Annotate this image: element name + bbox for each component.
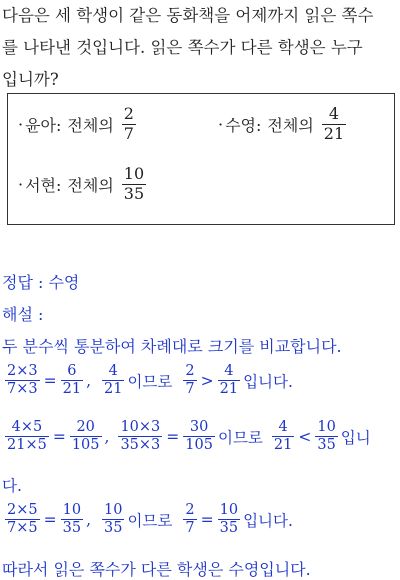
fraction: [5, 364, 40, 397]
numerator: 10: [62, 502, 82, 518]
fraction: [183, 420, 215, 453]
fraction: [61, 364, 83, 397]
math-line-2: [2, 420, 371, 453]
bullet: ·: [18, 114, 24, 134]
question-line: 입니까?: [2, 70, 59, 89]
numerator: 2: [185, 363, 195, 379]
fraction: [70, 420, 102, 453]
question-line: 다음은 세 학생이 같은 동화책을 어제까지 읽은 쪽수: [2, 6, 374, 25]
denominator: 21×5: [7, 437, 47, 454]
answer-label: 정답 : 수영: [2, 273, 80, 292]
denominator: 35: [219, 520, 239, 537]
connector-text: 이므로: [127, 372, 173, 391]
connector-text: 이므로: [127, 511, 173, 530]
denominator: 21: [219, 381, 239, 398]
fraction: [118, 420, 162, 453]
student-info-box: [7, 93, 395, 225]
item-suyeong: [218, 106, 349, 143]
question-text: [2, 0, 398, 96]
item-text: 전체의: [267, 115, 314, 135]
fraction: [5, 503, 40, 536]
bullet: ·: [218, 114, 224, 134]
numerator: 2: [123, 104, 134, 123]
equals-sign: =: [43, 510, 57, 529]
numerator: 10×3: [120, 419, 161, 435]
denominator: 7: [185, 381, 195, 398]
fraction: [183, 364, 196, 397]
fraction: [102, 364, 124, 397]
fraction: [315, 420, 337, 453]
denominator: 105: [185, 437, 213, 454]
numerator: 2: [185, 502, 195, 518]
numerator: 4: [328, 104, 340, 123]
comma: ,: [86, 510, 91, 529]
denominator: 35×3: [120, 437, 161, 454]
comma: ,: [86, 371, 91, 390]
fraction: [122, 166, 146, 203]
numerator: 4: [224, 363, 234, 379]
student-name: 서현:: [25, 175, 62, 195]
fraction: [183, 503, 196, 536]
denominator: 35: [104, 520, 123, 537]
student-name: 수영:: [225, 115, 262, 135]
equals-sign: =: [200, 510, 214, 529]
item-yuna: [18, 106, 139, 143]
comparison-sign: <: [298, 427, 312, 446]
denominator: 7×5: [7, 520, 38, 537]
denominator: 105: [71, 437, 100, 454]
denominator: 35: [123, 183, 145, 203]
student-name: 윤아:: [25, 115, 62, 135]
denominator: 21: [273, 437, 293, 454]
numerator: 10: [123, 164, 145, 183]
denominator: 21: [62, 381, 82, 398]
denominator: 35: [317, 437, 336, 454]
fraction: [322, 106, 346, 143]
item-text: 전체의: [67, 175, 114, 195]
ending-text: 입니다.: [243, 511, 293, 530]
comma: ,: [104, 427, 110, 446]
fraction: [102, 503, 124, 536]
explanation-label: 해설 :: [2, 305, 44, 324]
numerator: 10: [219, 502, 239, 518]
math-line-1: [2, 364, 293, 397]
connector-text: 이므로: [217, 428, 263, 447]
explanation-intro: 두 분수씩 통분하여 차례대로 크기를 비교합니다.: [2, 337, 342, 356]
fraction: [218, 503, 240, 536]
item-text: 전체의: [67, 115, 114, 135]
ending-text: 입니: [340, 428, 371, 447]
fraction: [5, 420, 49, 453]
numerator: 4×5: [11, 419, 43, 435]
equals-sign: =: [166, 427, 180, 446]
numerator: 2×3: [7, 363, 38, 379]
numerator: 2×5: [7, 502, 38, 518]
math-line-2-wrap: 다.: [2, 477, 22, 495]
fraction: [122, 106, 136, 143]
conclusion: 따라서 읽은 쪽수가 다른 학생은 수영입니다.: [2, 560, 311, 579]
fraction: [218, 364, 240, 397]
numerator: 4: [278, 419, 288, 435]
numerator: 20: [76, 419, 95, 435]
denominator: 7×3: [7, 381, 38, 398]
denominator: 35: [62, 520, 82, 537]
bullet: ·: [18, 174, 24, 194]
denominator: 7: [185, 520, 195, 537]
equals-sign: =: [43, 371, 57, 390]
ending-text: 입니다.: [243, 372, 293, 391]
numerator: 10: [104, 502, 123, 518]
math-line-3: [2, 503, 293, 536]
equals-sign: =: [52, 427, 66, 446]
denominator: 21: [104, 381, 123, 398]
numerator: 6: [67, 363, 77, 379]
item-seohyeon: [18, 166, 149, 203]
denominator: 21: [323, 123, 345, 143]
question-line: 를 나타낸 것입니다. 읽은 쪽수가 다른 학생은 누구: [2, 38, 363, 57]
numerator: 10: [317, 419, 336, 435]
comparison-sign: >: [200, 371, 214, 390]
numerator: 30: [189, 419, 209, 435]
fraction: [272, 420, 294, 453]
fraction: [61, 503, 83, 536]
numerator: 4: [108, 363, 118, 379]
denominator: 7: [123, 123, 134, 143]
